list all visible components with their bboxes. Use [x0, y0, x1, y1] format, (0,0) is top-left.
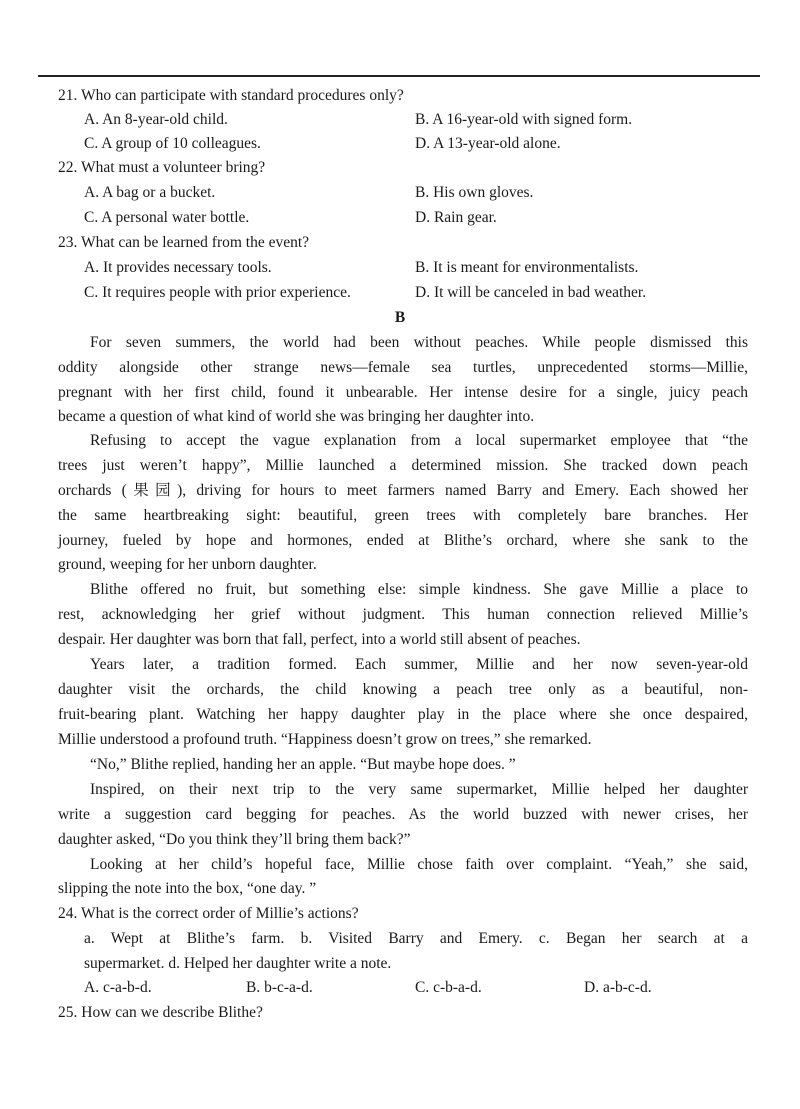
passage-line: write a suggestion card begging for peaches. As the world buzzed with newer crises, her — [58, 806, 748, 823]
q24-stem: 24. What is the correct order of Millie’s actions? — [58, 905, 359, 922]
passage-line: fruit-bearing plant. Watching her happy daughter play in the place where she once despaired, — [58, 706, 748, 723]
q24-items-line1: a. Wept at Blithe’s farm. b. Visited Barry and Emery. c. Began her search at a — [84, 930, 748, 947]
section-title: B — [394, 309, 406, 326]
passage-line: became a question of what kind of world she was bringing her daughter into. — [58, 408, 535, 425]
q22-option-c: C. A personal water bottle. — [84, 209, 250, 226]
passage-line: rest, acknowledging her grief without judgment. This human connection relieved Millie’s — [58, 606, 748, 623]
q24-option-a: A. c-a-b-d. — [84, 979, 152, 996]
passage-line: orchards (果园), driving for hours to meet farmers named Barry and Emery. Each showed her — [58, 482, 748, 499]
q21-option-b: B. A 16-year-old with signed form. — [415, 111, 633, 128]
passage-line: daughter asked, “Do you think they’ll bring them back?” — [58, 831, 411, 848]
q21-stem: 21. Who can participate with standard procedures only? — [58, 87, 404, 104]
passage-line: “No,” Blithe replied, handing her an apple. “But maybe hope does. ” — [90, 756, 516, 773]
top-rule — [38, 75, 760, 77]
passage-line: daughter visit the orchards, the child knowing a peach tree only as a beautiful, non- — [58, 681, 748, 698]
q21-option-c: C. A group of 10 colleagues. — [84, 135, 261, 152]
passage-line: ground, weeping for her unborn daughter. — [58, 556, 317, 573]
passage-line: Millie understood a profound truth. “Happiness doesn’t grow on trees,” she remarked. — [58, 731, 592, 748]
q23-option-c: C. It requires people with prior experience. — [84, 284, 351, 301]
q22-option-d: D. Rain gear. — [415, 209, 497, 226]
q22-stem: 22. What must a volunteer bring? — [58, 159, 266, 176]
q22-option-b: B. His own gloves. — [415, 184, 534, 201]
passage-line: slipping the note into the box, “one day. ” — [58, 880, 317, 897]
q22-option-a: A. A bag or a bucket. — [84, 184, 216, 201]
passage-line: despair. Her daughter was born that fall, perfect, into a world still absent of peaches. — [58, 631, 581, 648]
q23-option-a: A. It provides necessary tools. — [84, 259, 272, 276]
q24-option-c: C. c-b-a-d. — [415, 979, 482, 996]
passage-line: Years later, a tradition formed. Each summer, Millie and her now seven-year-old — [90, 656, 748, 673]
passage-line: Looking at her child’s hopeful face, Millie chose faith over complaint. “Yeah,” she said, — [90, 856, 748, 873]
q21-option-a: A. An 8-year-old child. — [84, 111, 228, 128]
q21-option-d: D. A 13-year-old alone. — [415, 135, 561, 152]
q25-stem: 25. How can we describe Blithe? — [58, 1004, 263, 1021]
q23-option-d: D. It will be canceled in bad weather. — [415, 284, 647, 301]
q24-option-d: D. a-b-c-d. — [584, 979, 652, 996]
passage-line: oddity alongside other strange news—female sea turtles, unprecedented storms—Millie, — [58, 359, 748, 376]
passage-line: Blithe offered no fruit, but something else: simple kindness. She gave Millie a place to — [90, 581, 748, 598]
passage-line: Refusing to accept the vague explanation from a local supermarket employee that “the — [90, 432, 748, 449]
q24-items-line2: supermarket. d. Helped her daughter write a note. — [84, 955, 392, 972]
passage-line: the same heartbreaking sight: beautiful, green trees with completely bare branches. Her — [58, 507, 748, 524]
passage-line: Inspired, on their next trip to the very same supermarket, Millie helped her daughter — [90, 781, 748, 798]
q23-stem: 23. What can be learned from the event? — [58, 234, 310, 251]
passage-line: For seven summers, the world had been without peaches. While people dismissed this — [90, 334, 748, 351]
passage-line: trees just weren’t happy”, Millie launched a determined mission. She tracked down peach — [58, 457, 748, 474]
q24-option-b: B. b-c-a-d. — [246, 979, 313, 996]
passage-line: journey, fueled by hope and hormones, ended at Blithe’s orchard, where she sank to the — [58, 532, 748, 549]
q23-option-b: B. It is meant for environmentalists. — [415, 259, 639, 276]
passage-line: pregnant with her first child, found it unbearable. Her intense desire for a single, juicy peach — [58, 384, 748, 401]
